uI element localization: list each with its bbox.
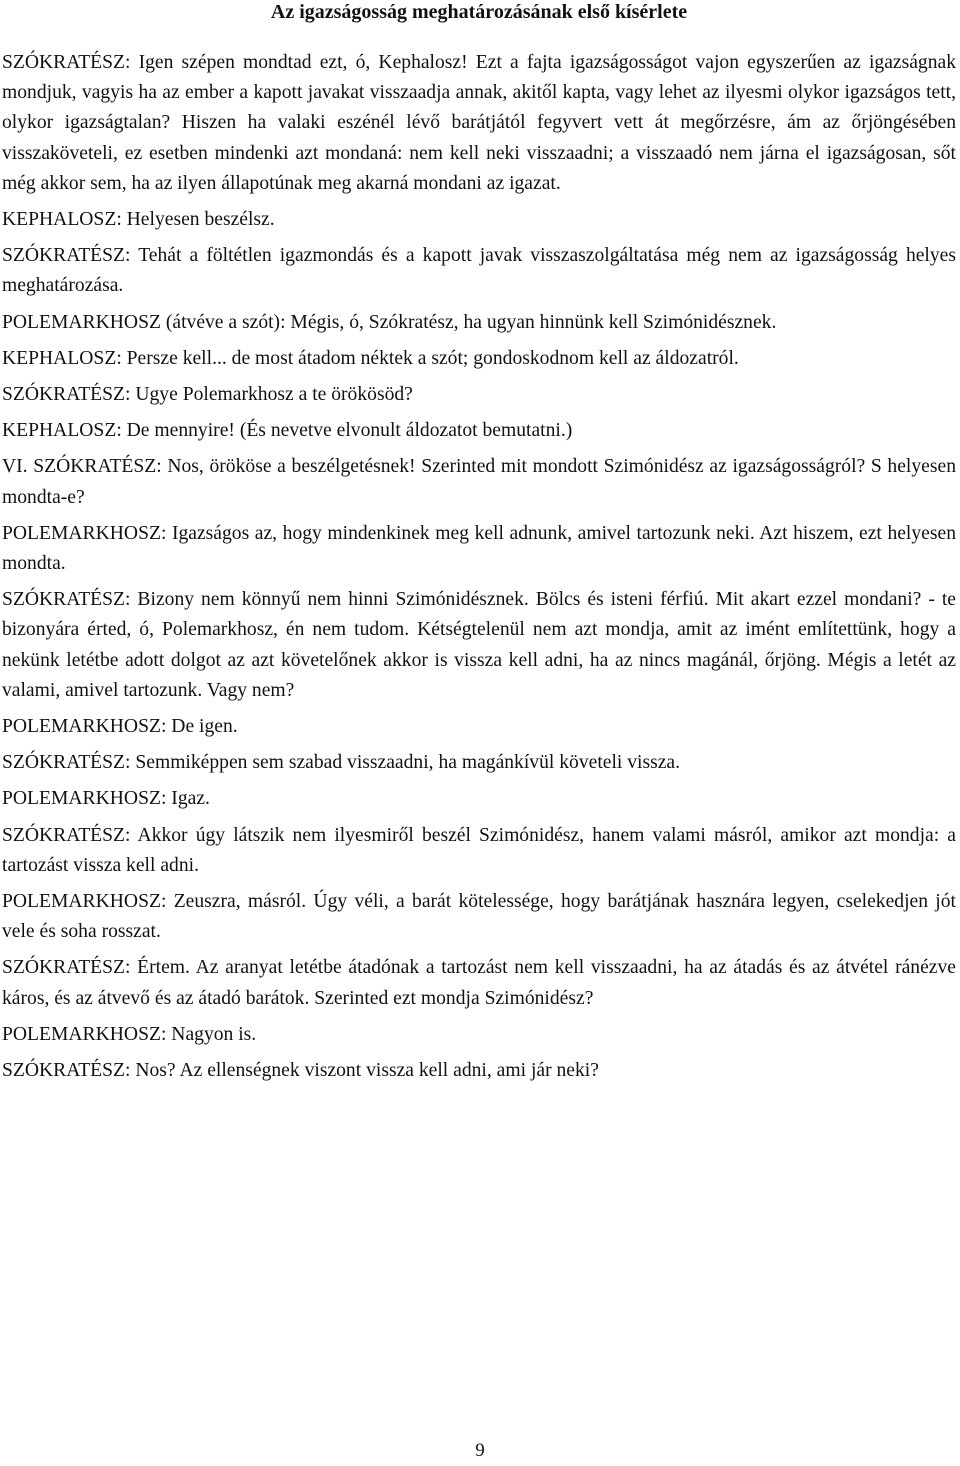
dialogue-paragraph [2,712,956,742]
dialogue-paragraph [2,452,956,512]
speech-text: : Persze kell... de most átadom néktek a szót; gondoskodnom kell az áldozatról. [116,347,739,369]
dialogue-paragraph [2,748,956,778]
speaker-name: SZÓKRATÉSZ [2,52,126,73]
speech-text: : De mennyire! (És nevetve elvonult áldozatot bemutatni.) [116,420,573,442]
speaker-name: POLEMARKHOSZ [2,522,161,544]
speaker-name: POLEMARKHOSZ [2,1023,161,1045]
speech-text: : Nos, örököse a beszélgetésnek! Szerinted mit mondott Szimónidész az igazságosságról? S helyesen mondta-e? [2,456,956,508]
speech-text: : Zeuszra, másról. Úgy véli, a barát kötelessége, hogy barátjának hasznára legyen, cselekedjen jót vele és soha rosszat. [2,891,956,943]
speaker-name: POLEMARKHOSZ [2,716,161,738]
speech-text: : Nos? Az ellenségnek viszont vissza kell adni, ami jár neki? [125,1060,599,1082]
speaker-name: KEPHALOSZ [2,420,117,442]
speech-text: : Bizony nem könnyű nem hinni Szimónidésznek. Bölcs és isteni férfiú. Mit akart ezzel mondani? - te bizonyára érted, ó, Polemarkhosz, én nem tudom. Kétségtelenül nem azt mondja, amit az imént említettünk, hogy a nekünk letétbe adott dolgot az azt követelőnek akkor is vissza kell adni, ha az nincs magánál, őrjöng. Mégis a letét az valami, amivel tartozunk. Vagy nem? [2,589,956,701]
speech-text: : Igen szépen mondtad ezt, ó, Kephalosz! Ezt a fajta igazságosságot vajon egyszerűen az igazságnak mondjuk, vagyis ha az ember a kapott javakat visszaadja annak, akitől kapta, vagy lehet az ilyesmi olykor igazságos tett, olykor igazságtalan? Hiszen ha valaki eszénél lévő barátjától fegyvert vett át megőrzésre, ám az őrjöngésében visszaköveteli, ez esetben mindenki azt mondaná: nem kell neki visszaadni; a visszaadó nem járna el igazságosan, sőt még akkor sem, ha az ilyen állapotúnak meg akarná mondani az igazat. [2,52,956,194]
dialogue-paragraph [2,585,956,706]
speaker-name: SZÓKRATÉSZ [2,384,126,406]
speech-text: : Semmiképpen sem szabad visszaadni, ha magánkívül követeli vissza. [125,752,681,774]
dialogue-paragraph [2,887,956,947]
dialogue-paragraph [2,1020,956,1050]
speaker-name: SZÓKRATÉSZ [2,589,126,611]
dialogue-paragraph [2,821,956,881]
speech-text: : Igaz. [160,788,210,810]
page-title: Az igazságosság meghatározásának első kísérlete [270,1,688,23]
dialogue-paragraph [2,241,956,301]
speech-text: : Értem. Az aranyat letétbe átadónak a tartozást nem kell visszaadni, ha az átadás és az átvétel ránézve káros, és az átvevő és az átadó barátok. Szerinted ezt mondja Szimónidész? [2,957,956,1009]
dialogue-paragraph [2,784,956,814]
dialogue-paragraph [2,519,956,579]
dialogue-paragraph [2,344,956,374]
dialogue-paragraph [2,205,956,235]
speaker-name: SZÓKRATÉSZ [2,824,126,846]
dialogue-paragraph [2,48,956,199]
speaker-name: KEPHALOSZ [2,209,117,231]
dialogue-paragraph [2,953,956,1013]
speech-text: : Igazságos az, hogy mindenkinek meg kell adnunk, amivel tartozunk neki. Azt hiszem, ezt helyesen mondta. [2,522,956,575]
speech-text: : Akkor úgy látszik nem ilyesmiről beszél Szimónidész, hanem valami másról, amikor azt mondja: a tartozást vissza kell adni. [2,824,956,876]
speech-text: : Ugye Polemarkhosz a te örökösöd? [125,384,413,406]
speaker-name: SZÓKRATÉSZ [2,1060,126,1082]
dialogue-paragraph [2,308,956,338]
speech-text: : De igen. [160,716,238,738]
speaker-name: POLEMARKHOSZ [2,311,161,333]
speaker-name: SZÓKRATÉSZ [2,752,126,774]
speech-text: (átvéve a szót): Mégis, ó, Szókratész, ha ugyan hinnünk kell Szimónidésznek. [160,311,777,333]
dialogue-paragraph [2,416,956,446]
speaker-name: KEPHALOSZ [2,347,117,369]
dialogue-paragraph [2,1056,956,1086]
speaker-name: SZÓKRATÉSZ [33,456,157,478]
speech-text: : Tehát a föltétlen igazmondás és a kapott javak visszaszolgáltatása még nem az igazságosság helyes meghatározása. [2,245,956,297]
section-number: VI. [2,456,34,478]
speaker-name: POLEMARKHOSZ [2,891,161,913]
speaker-name: POLEMARKHOSZ [2,788,161,810]
speaker-name: SZÓKRATÉSZ [2,245,126,267]
page-number: 9 [475,1440,485,1461]
speech-text: : Nagyon is. [160,1023,257,1045]
dialogue-paragraph [2,380,956,410]
dialogue-body [2,48,956,1086]
speech-text: : Helyesen beszélsz. [116,209,275,231]
speaker-name: SZÓKRATÉSZ [2,957,126,979]
